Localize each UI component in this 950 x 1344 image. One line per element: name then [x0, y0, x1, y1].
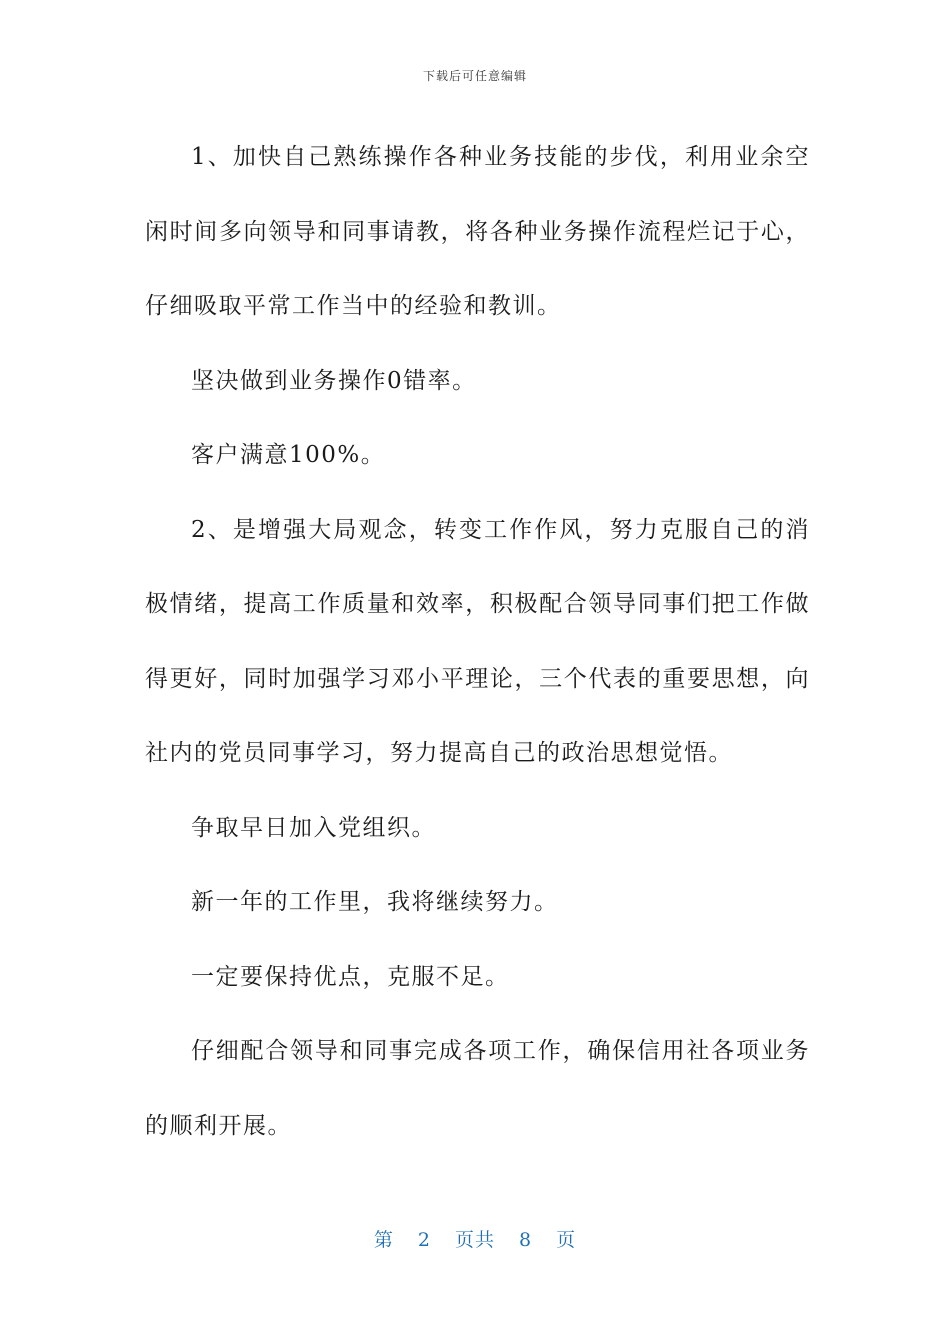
- header-note: 下载后可任意编辑: [422, 69, 527, 83]
- paragraph-2: 坚决做到业务操作0错率。: [191, 367, 477, 394]
- page-suffix: 页: [556, 1229, 577, 1251]
- paragraph-5: 争取早日加入党组织。: [191, 814, 436, 841]
- page-footer: [0, 1225, 950, 1252]
- paragraph-1: 1、加快自己熟练操作各种业务技能的步伐，利用业余空闲时间多向领导和同事请教，将各种业务操作流程烂记于心，仔细吸取平常工作当中的经验和教训。: [145, 144, 810, 319]
- paragraph-6: 新一年的工作里，我将继续努力。: [191, 889, 559, 915]
- paragraph-3: 客户满意100%。: [191, 442, 386, 468]
- paragraph-8: 仔细配合领导和同事完成各项工作，确保信用社各项业务的顺利开展。: [145, 1038, 810, 1139]
- paragraph-4: 2、是增强大局观念，转变工作作风，努力克服自己的消极情绪，提高工作质量和效率，积极配合领导同事们把工作做得更好，同时加强学习邓小平理论，三个代表的重要思想，向社内的党员同事学习，努力提高自己的政治思想觉悟。: [145, 516, 810, 766]
- paragraph-7: 一定要保持优点，克服不足。: [191, 963, 510, 990]
- page-prefix: 第: [373, 1229, 394, 1251]
- page-middle: 页共: [454, 1229, 495, 1251]
- page-number: 2: [417, 1229, 431, 1251]
- document-body: [145, 120, 810, 1163]
- page-total: 8: [519, 1229, 533, 1251]
